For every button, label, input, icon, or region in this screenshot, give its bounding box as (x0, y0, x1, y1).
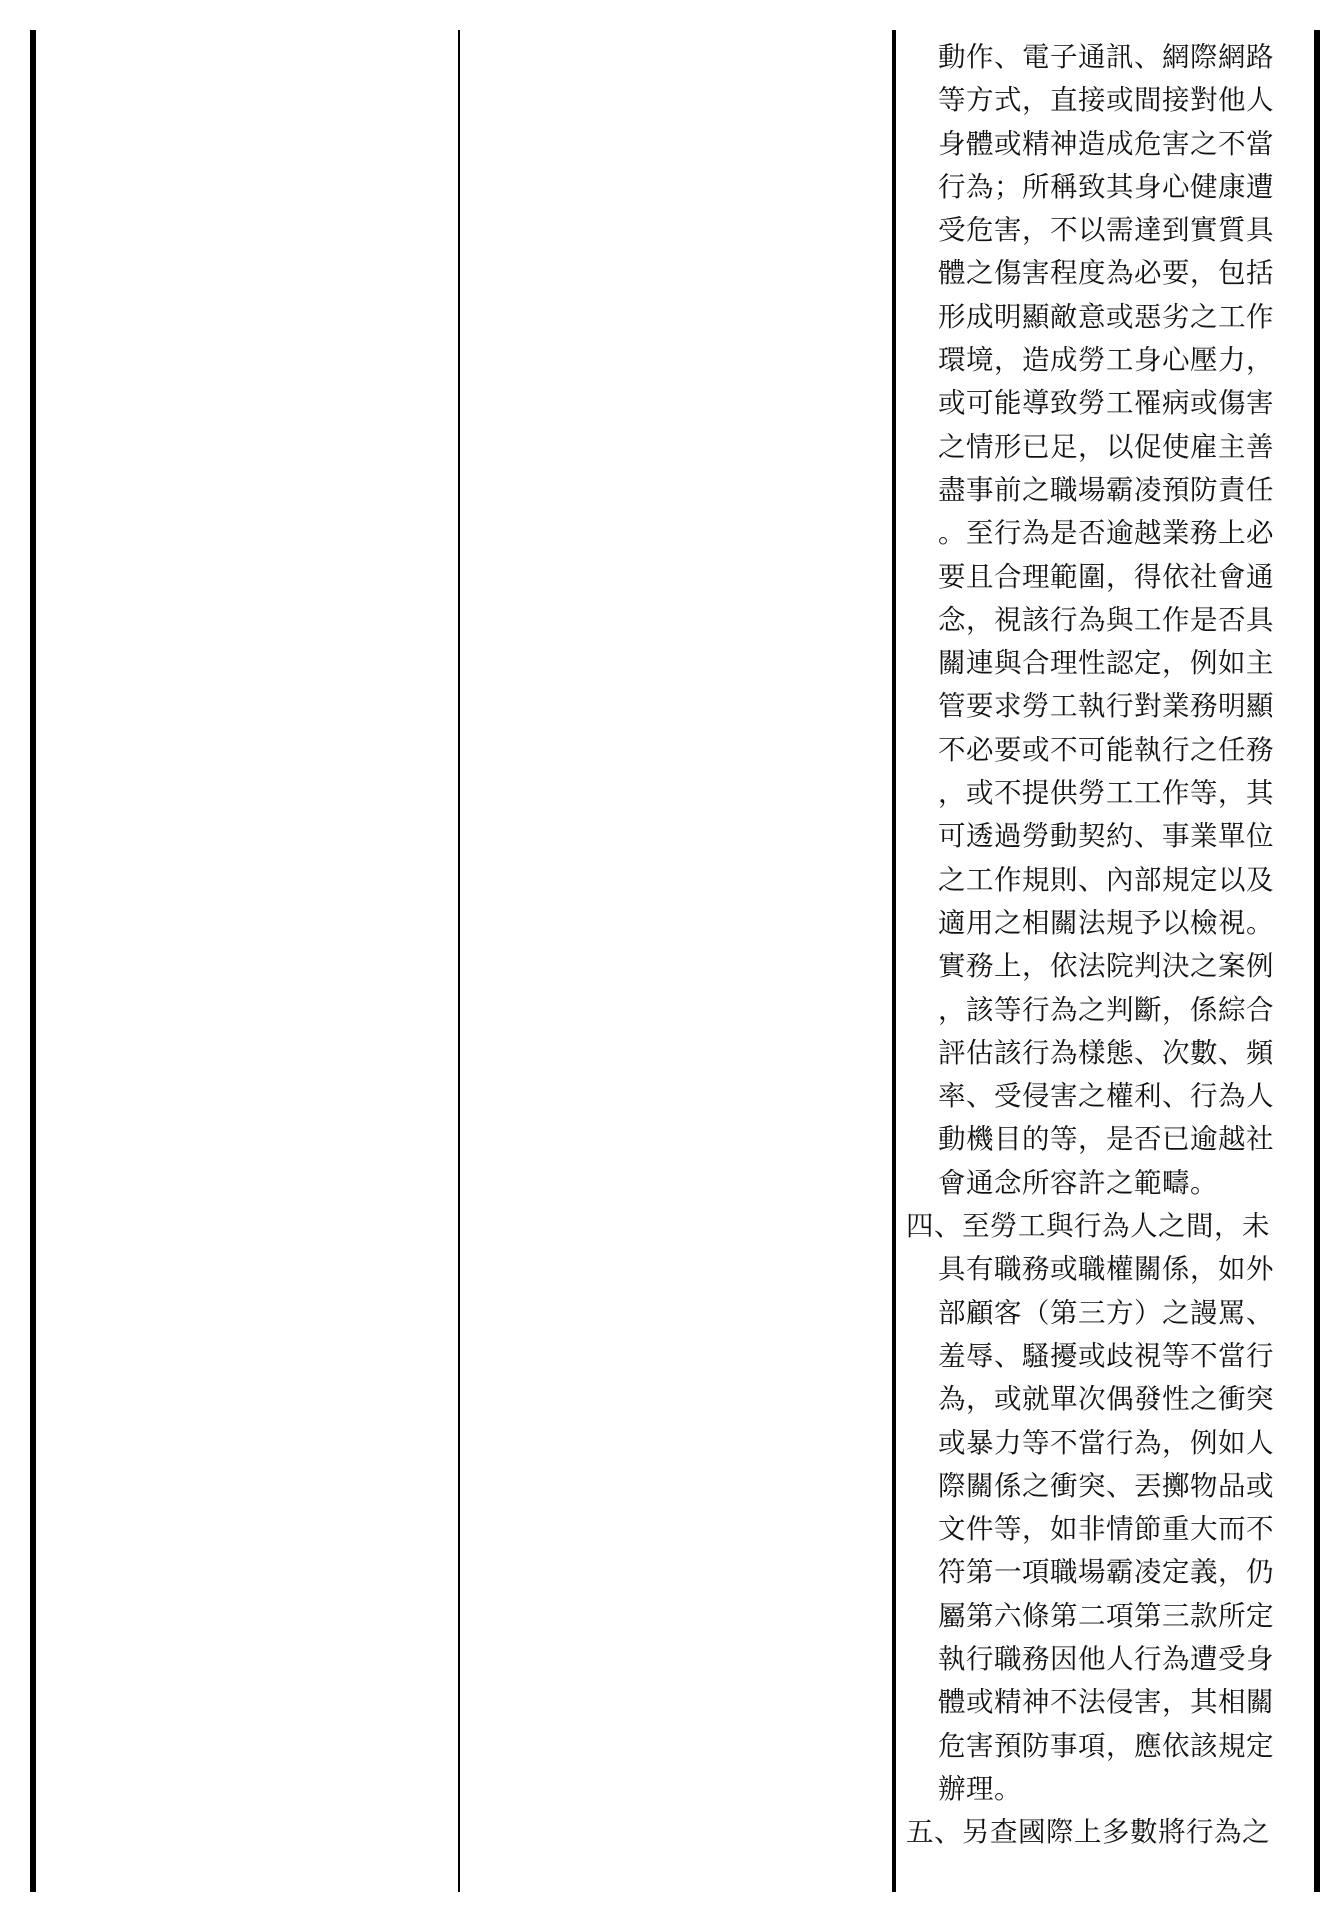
text-line: 動機目的等，是否已逾越社 (938, 1123, 1274, 1156)
text-line: 率、受侵害之權利、行為人 (938, 1080, 1274, 1113)
text-line: 屬第六條第二項第三款所定 (938, 1599, 1274, 1632)
text-line: 羞辱、騷擾或歧視等不當行 (938, 1339, 1274, 1372)
list-item-4-heading: 四、至勞工與行為人之間，未 (906, 1210, 1270, 1243)
text-line: 適用之相關法規予以檢視。 (938, 906, 1274, 939)
text-line: 等方式，直接或間接對他人 (938, 84, 1274, 117)
text-line: 際關係之衝突、丟擲物品或 (938, 1469, 1274, 1502)
comparison-table (30, 30, 1320, 1892)
text-line: 環境，造成勞工身心壓力， (938, 344, 1274, 377)
text-line: 為，或就單次偶發性之衝突 (938, 1383, 1274, 1416)
text-line: 文件等，如非情節重大而不 (938, 1513, 1274, 1546)
text-line: 體之傷害程度為必要，包括 (938, 257, 1274, 290)
text-line: 形成明顯敵意或惡劣之工作 (938, 300, 1274, 333)
text-line: 危害預防事項，應依該規定 (938, 1729, 1274, 1762)
text-line: ，該等行為之判斷，係綜合 (938, 993, 1274, 1026)
text-line: 要且合理範圍，得依社會通 (938, 560, 1274, 593)
text-line: 具有職務或職權關係，如外 (938, 1253, 1274, 1286)
text-line: 盡事前之職場霸凌預防責任 (938, 473, 1274, 506)
column-divider-2 (892, 30, 896, 1892)
text-line: 受危害，不以需達到實質具 (938, 214, 1274, 247)
text-line: 不必要或不可能執行之任務 (938, 733, 1274, 766)
text-line: 行為；所稱致其身心健康遭 (938, 170, 1274, 203)
text-line: 體或精神不法侵害，其相關 (938, 1686, 1274, 1719)
text-line: 念，視該行為與工作是否具 (938, 603, 1274, 636)
text-line: 身體或精神造成危害之不當 (938, 127, 1274, 160)
list-item-5-heading: 五、另查國際上多數將行為之 (906, 1816, 1270, 1849)
table-cell-column-2 (460, 30, 892, 1892)
text-line: 可透過勞動契約、事業單位 (938, 820, 1274, 853)
text-line: 辦理。 (938, 1772, 1022, 1805)
text-line: 部顧客（第三方）之謾罵、 (938, 1296, 1274, 1329)
text-line: 或暴力等不當行為，例如人 (938, 1426, 1274, 1459)
table-cell-column-1 (36, 30, 458, 1892)
table-cell-column-3 (906, 30, 1310, 1892)
text-line: 之情形已足，以促使雇主善 (938, 430, 1274, 463)
text-line: 管要求勞工執行對業務明顯 (938, 690, 1274, 723)
text-line: 執行職務因他人行為遭受身 (938, 1642, 1274, 1675)
table-right-border (1314, 30, 1320, 1892)
text-line: 之工作規則、內部規定以及 (938, 863, 1274, 896)
text-line: 會通念所容許之範疇。 (938, 1166, 1218, 1199)
text-line: 動作、電子通訊、網際網路 (938, 41, 1274, 73)
text-line: 實務上，依法院判決之案例 (938, 950, 1274, 983)
text-line: ，或不提供勞工工作等，其 (938, 777, 1274, 810)
text-line: 。至行為是否逾越業務上必 (938, 517, 1274, 550)
text-line: 關連與合理性認定，例如主 (938, 647, 1274, 680)
text-line: 或可能導致勞工罹病或傷害 (938, 387, 1274, 420)
text-line: 評估該行為樣態、次數、頻 (938, 1036, 1274, 1069)
text-line: 符第一項職場霸凌定義，仍 (938, 1556, 1274, 1589)
